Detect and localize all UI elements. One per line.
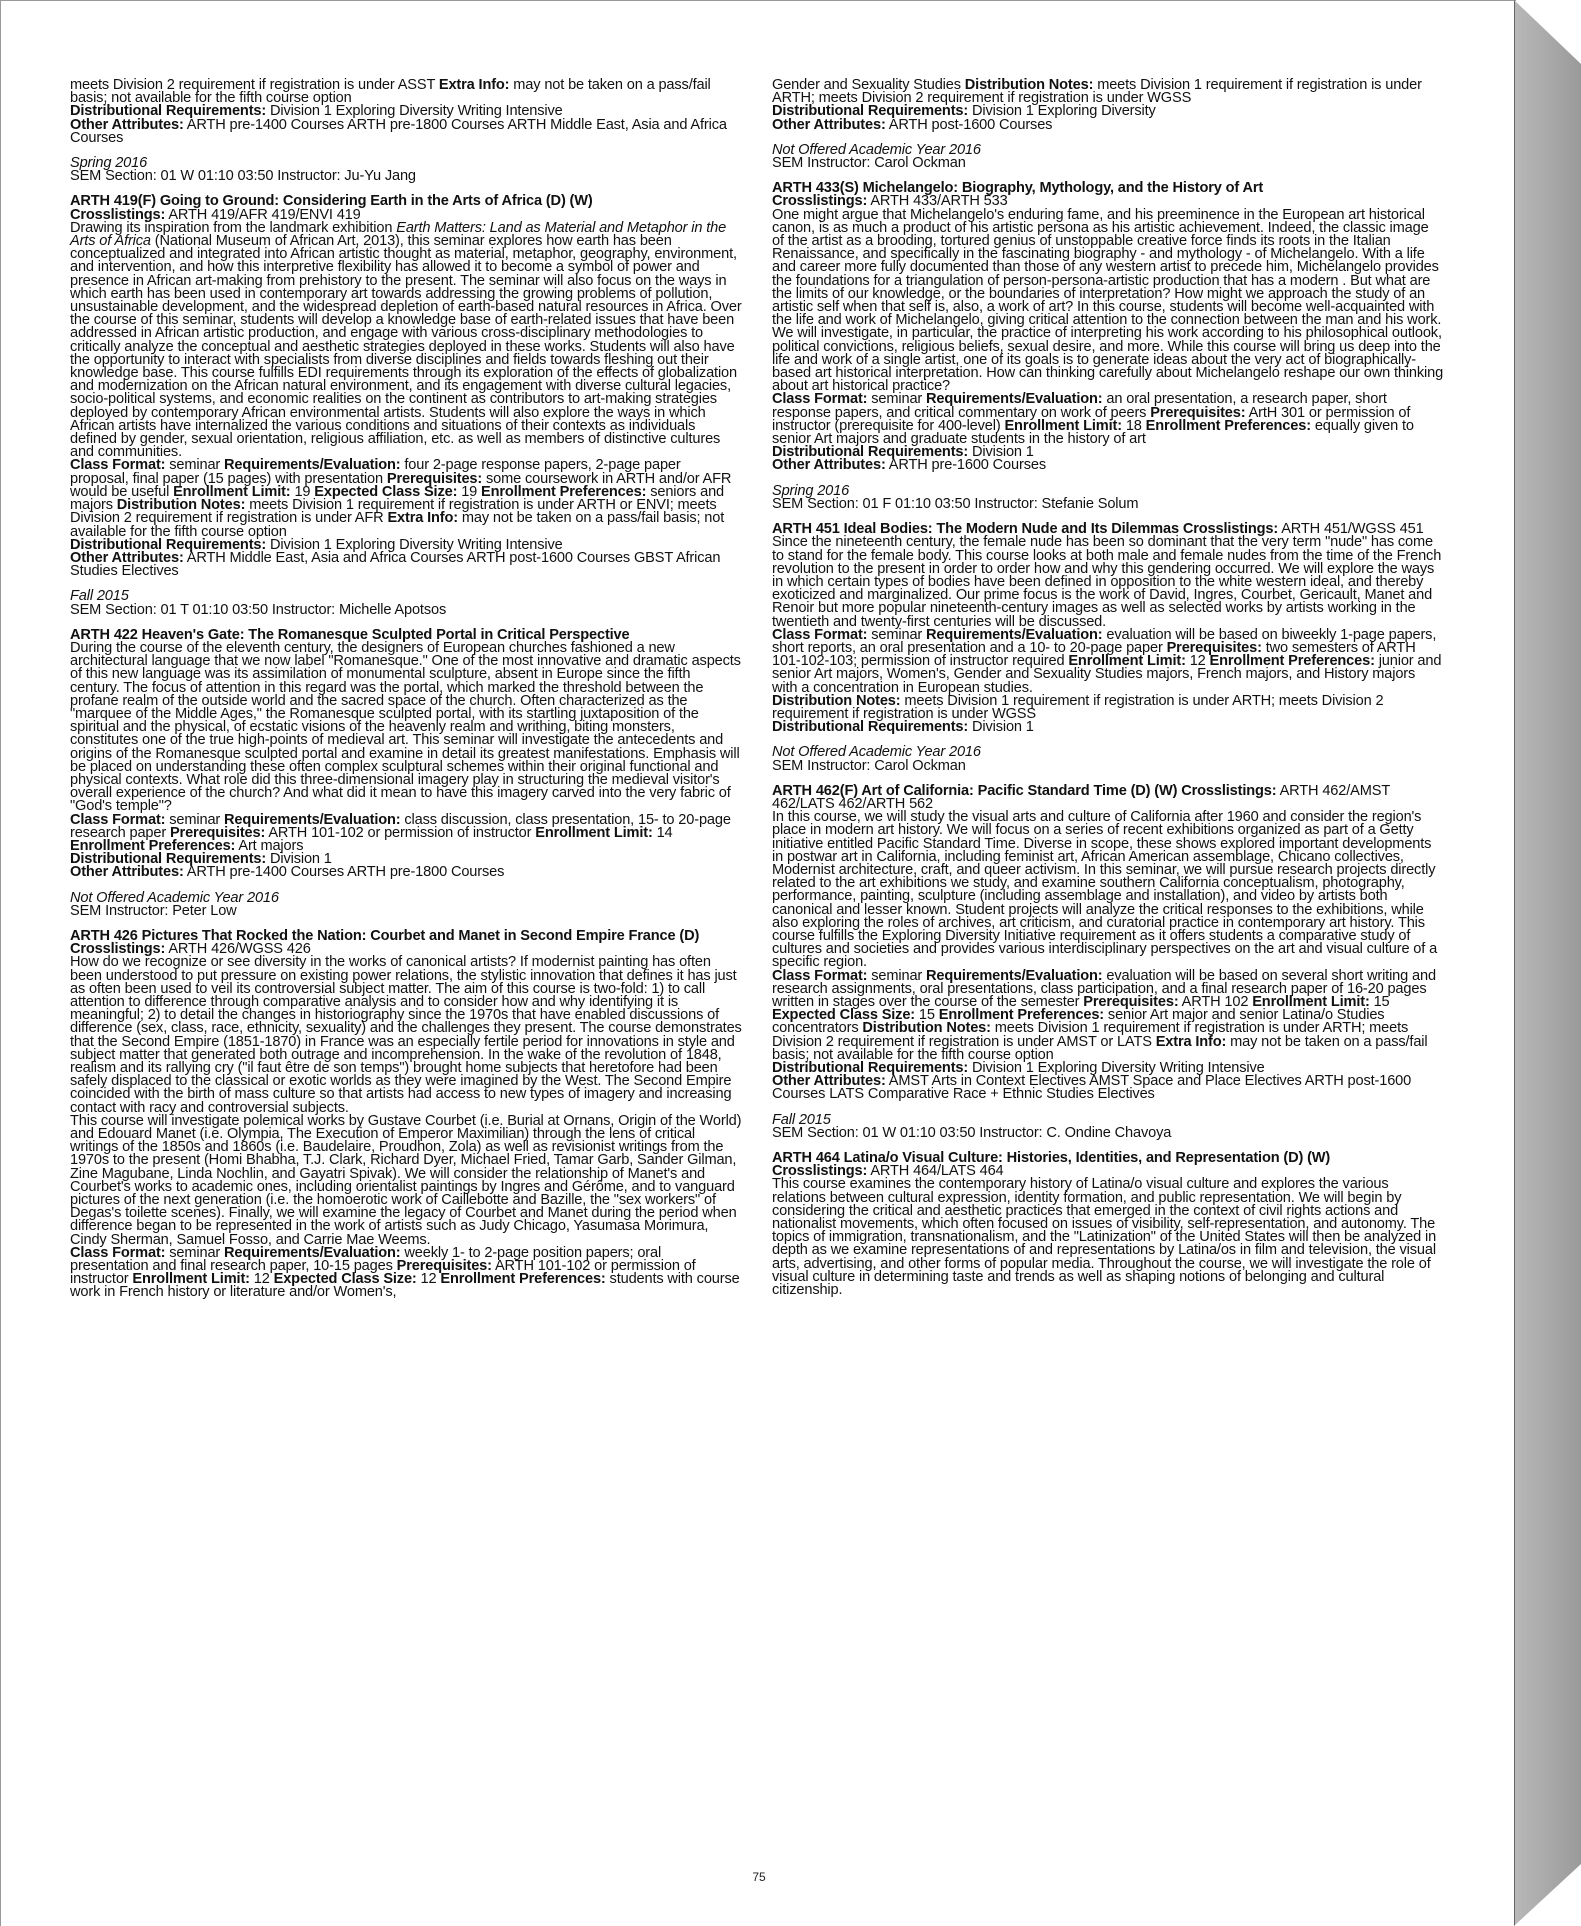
distributional-requirements: Division 1 Exploring Diversity Writing Intensive [270, 103, 563, 120]
enrollment-preferences: equally given to senior Art majors and graduate students in the history of art [772, 417, 1414, 448]
other-attributes-label: Other Attributes: [70, 116, 184, 133]
distributional-requirements: Division 1 Exploring Diversity Writing Intensive [270, 536, 563, 553]
distribution-notes: meets Division 1 requirement if registration is under ARTH; meets Division 2 requirement if registration is under WGSS [772, 77, 1422, 107]
course-description: During the course of the eleventh century, the designers of European churches fashioned a new architectural language that we now label "Romanesque." One of the most innovative and dramatic aspects of this new language was its assimilation of monumental sculpture, absent in Europe since the fifth century. The focus of attention in this regard was the portal, which marked the threshold between the profane realm of the outside world and the sacred space of the church. Often characterized as the "marquee of the Middle Ages," the Romanesque sculpted portal, with its startling juxtaposition of the spiritual and the physical, of ecstatic visions of the heavenly realm and writhing, biting monsters, constitutes one of the true high-points of medieval art. This seminar will investigate the antecedents and origins of the Romanesque sculpted portal and examine in detail its greatest manifestations. Emphasis will be placed on understanding these often complex sculptural schemes within their original functional and physical contexts. What role did this three-dimensional imagery play in structuring the medieval visitor's overall experience of the church? And what did it mean to have this imagery carved into the very fabric of "God's temple"? [70, 639, 741, 815]
term: Not Offered Academic Year 2016 [772, 141, 981, 158]
other-attributes: ARTH Middle East, Asia and Africa Courses ARTH post-1600 Courses GBST African Studies Electives [70, 549, 721, 580]
course-description [70, 219, 742, 461]
exhibition-title: Earth Matters: Land as Material and Metaphor in the Arts of Africa [70, 219, 727, 250]
distribution-notes-label: Distribution Notes: [116, 497, 246, 514]
crosslistings: ARTH 419/AFR 419/ENVI 419 [168, 206, 361, 223]
crosslistings-label: Crosslistings: [1182, 521, 1279, 538]
enrollment-limit: 12 [253, 1271, 270, 1288]
course-title: ARTH 426 Pictures That Rocked the Nation: Courbet and Manet in Second Empire France (D) [70, 927, 700, 944]
prerequisites: ARTH 101-102 or permission of instructor [268, 824, 532, 841]
section-info: SEM Section: 01 W 01:10 03:50 Instructor: Ju-Yu Jang [70, 168, 416, 185]
requirements-label: Requirements/Evaluation: [926, 967, 1103, 984]
course-entry-arth-419 [70, 195, 742, 616]
expected-class-size-label: Expected Class Size: [314, 483, 458, 500]
prerequisites: some coursework in ARTH and/or AFR would be useful [70, 470, 732, 500]
prerequisites-label: Prerequisites: [1083, 994, 1179, 1010]
prerequisites: ArtH 301 or permission of instructor (prerequisite for 400-level) [772, 404, 1411, 434]
course-description: In this course, we will study the visual arts and culture of California after 1960 and consider the region's place in modern art history. We will focus on a series of recent exhibitions organized as part of a Getty initiative entitled Pacific Standard Time. Diverse in scope, these shows explored important developments in postwar art in California, including feminist art, African American assemblage, Chicano collectives, Modernist architecture, craft, and queer activism. In this seminar, we will pursue research projects directly related to the art exhibitions we study, and examine southern California conceptualism, photography, performance, painting, sculpture (including assemblage and installation), and video by artists both canonical and lesser known. Student projects will analyze the critical responses to the exhibitions, while also exploring the roles of archives, art criticism, and curatorial practice in contemporary art history. This course fulfills the Exploring Diversity Initiative requirement as it offers students a comparative study of cultures and societies and provides various interdisciplinary perspectives on the art and visual culture of a specific region. [772, 809, 1438, 971]
prerequisites-label: Prerequisites: [396, 1258, 492, 1275]
page-edge-decoration [1514, 0, 1581, 1926]
description-text: Drawing its inspiration from the landmark exhibition [70, 219, 393, 236]
enrollment-preferences-label: Enrollment Preferences: [70, 837, 236, 854]
enrollment-preferences-label: Enrollment Preferences: [1145, 417, 1311, 434]
enrollment-limit-label: Enrollment Limit: [535, 824, 653, 841]
body-text: meets Division 2 requirement if registration is under ASST [70, 77, 435, 93]
prerequisites: two semesters of ARTH 101-102-103; permission of instructor required [772, 639, 1416, 670]
class-format: seminar [169, 457, 221, 474]
prerequisites: ARTH 102 [1181, 994, 1249, 1010]
expected-class-size-label: Expected Class Size: [772, 1007, 916, 1024]
distributional-requirements: Division 1 Exploring Diversity Writing Intensive [972, 1060, 1265, 1077]
right-column [772, 79, 1444, 1297]
enrollment-preferences: students with course work in French history or literature and/or Women's, [70, 1271, 740, 1301]
extra-info: may not be taken on a pass/fail basis; not available for the fifth course option [70, 510, 725, 540]
other-attributes: ARTH pre-1400 Courses ARTH pre-1800 Courses ARTH Middle East, Asia and Africa Courses [70, 116, 727, 146]
term: Spring 2016 [772, 482, 850, 499]
enrollment-limit: 19 [294, 483, 311, 500]
expected-class-size-label: Expected Class Size: [273, 1271, 417, 1288]
course-description: This course examines the contemporary history of Latina/o visual culture and explores the various relations between cultural expression, identity formation, and public representation. We will begin by considering the critical and aesthetic practices that emerged in the context of civil rights actions and nationalist movements, which often focused on issues of visibility, self-representation, and autonomy. The topics of immigration, transnationalism, and the "Latinization" of the United States will then be analyzed in depth as we examine representations of and representations by Latina/os in film and television, the visual arts, advertising, and other forms of popular media. Throughout the course, we will investigate the role of visual culture in determining taste and trends as well as shaping notions of belonging and cultural citizenship. [772, 1176, 1437, 1299]
other-attributes-label: Other Attributes: [772, 1073, 886, 1090]
section-info: SEM Instructor: Carol Ockman [772, 155, 966, 172]
class-format: seminar [169, 1244, 221, 1261]
crosslistings: ARTH 451/WGSS 451 [1281, 521, 1424, 538]
enrollment-limit: 15 [1373, 994, 1390, 1010]
course-title: ARTH 464 Latina/o Visual Culture: Histories, Identities, and Representation (D) (W) [772, 1150, 1331, 1167]
distributional-requirements-label: Distributional Requirements: [70, 103, 267, 120]
term: Fall 2015 [70, 588, 129, 605]
requirements: evaluation will be based on several short writing and research assignments, oral presentations, class participation, and a final research paper of 16-20 pages written in stages over the course of the semester [772, 967, 1436, 1010]
course-entry-arth-433 [772, 182, 1444, 511]
course-description: Since the nineteenth century, the female nude has been so dominant that the very term "nude" has come to stand for the female body. This course looks at both male and female nudes from the time of the French revolution to the present in order to order how and why this gendering occurred. We will explore the ways in which certain types of bodies have been defined in opposition to the white western ideal, and thereby exoticized and marginalized. Our prime focus is the work of David, Ingres, Courbet, Gericault, Manet and Renoir but more popular nineteenth-century images as well as selected works by artists working in the twentieth and twenty-first centuries will be discussed. [772, 534, 1442, 630]
enrollment-limit: 12 [1189, 653, 1206, 670]
enrollment-preferences: junior and senior Art majors, Women's, Gender and Sexuality Studies majors, French majors, and History majors with a concentration in European studies. [772, 653, 1442, 696]
requirements-label: Requirements/Evaluation: [926, 391, 1103, 408]
section-info: SEM Section: 01 W 01:10 03:50 Instructor: C. Ondine Chavoya [772, 1124, 1172, 1141]
section-info: SEM Instructor: Carol Ockman [772, 757, 966, 774]
enrollment-preferences: seniors and majors [70, 483, 725, 514]
description-text: (National Museum of African Art, 2013), this seminar explores how earth has been conceptualized and integrated into African artistic thought as material, metaphor, geography, environment, and intervention, and how this interpretive flexibility has allowed it to become a symbol of power and presence in African art-making from prehistory to the present. The seminar will also focus on the ways in which earth has been used in contemporary art towards addressing the growing problems of pollution, unsustainable development, and the widespread depletion of earth-based natural resources in Africa. Over the course of this seminar, students will develop a knowledge base of earth-related issues that have been addressed in African artistic production, and engage with various cross-disciplinary methodologies to critically analyze the conceptual and aesthetic strategies deployed in these works. Students will also have the opportunity to interact with specialists from diverse disciplines and fields towards fleshing out their knowledge base. This course fulfills EDI requirements through its exploration of the effects of globalization and modernization on the African natural environment, and its engagement with diverse cultural legacies, socio-political systems, and economic realities on the continent as contributors to art-making strategies deployed by contemporary African environmental artists. Students will also explore the ways in which African artists have internalized the various conditions and situations of their contexts as individuals defined by gender, sexual orientation, religious affiliation, etc. as well as members of distinctive cultures and communities. [70, 233, 742, 461]
other-attributes: ARTH post-1600 Courses [888, 116, 1053, 133]
distributional-requirements-label: Distributional Requirements: [772, 444, 969, 461]
enrollment-preferences: Art majors [238, 837, 304, 854]
distributional-requirements-label: Distributional Requirements: [772, 1060, 969, 1077]
course-title: ARTH 419(F) Going to Ground: Considering Earth in the Arts of Africa (D) (W) [70, 193, 593, 210]
other-attributes-label: Other Attributes: [70, 864, 184, 881]
page-number: 75 [752, 1870, 766, 1884]
expected-class-size: 15 [918, 1007, 935, 1024]
crosslistings-label: Crosslistings: [70, 941, 166, 958]
class-format-label: Class Format: [70, 811, 166, 828]
body-text: Gender and Sexuality Studies [772, 77, 961, 93]
expected-class-size: 12 [420, 1271, 437, 1288]
distribution-notes: meets Division 1 requirement if registration is under ARTH; meets Division 2 requirement if registration is under WGSS [772, 692, 1384, 722]
course-title: ARTH 422 Heaven's Gate: The Romanesque Sculpted Portal in Critical Perspective [70, 626, 630, 643]
extra-info-label: Extra Info: [438, 77, 510, 93]
course-title: ARTH 462(F) Art of California: Pacific Standard Time (D) (W) [772, 782, 1178, 799]
distributional-requirements-label: Distributional Requirements: [70, 851, 267, 868]
requirements-label: Requirements/Evaluation: [224, 811, 401, 828]
class-format-label: Class Format: [772, 967, 868, 984]
enrollment-preferences: senior Art major and senior Latina/o Studies concentrators [772, 1007, 1385, 1037]
enrollment-preferences-label: Enrollment Preferences: [440, 1271, 606, 1288]
crosslistings-label: Crosslistings: [772, 193, 868, 210]
extra-info-label: Extra Info: [387, 510, 458, 527]
class-format-label: Class Format: [70, 457, 166, 474]
requirements: class discussion, class presentation, 15- to 20-page research paper [70, 811, 731, 841]
course-entry-arth-451 [772, 523, 1444, 773]
course-title: ARTH 433(S) Michelangelo: Biography, Mythology, and the History of Art [772, 180, 1264, 197]
section-info: SEM Section: 01 F 01:10 03:50 Instructor: Stefanie Solum [772, 495, 1139, 512]
enrollment-limit: 14 [656, 824, 673, 841]
requirements: evaluation will be based on biweekly 1-page papers, short reports, an oral presentation and a 10- to 20-page paper [772, 626, 1437, 656]
crosslistings: ARTH 433/ARTH 533 [870, 193, 1008, 210]
crosslistings: ARTH 462/AMST 462/LATS 462/ARTH 562 [772, 782, 1390, 812]
class-format: seminar [871, 391, 923, 408]
distributional-requirements-label: Distributional Requirements: [70, 536, 267, 553]
class-format-label: Class Format: [772, 626, 868, 643]
distribution-notes-label: Distribution Notes: [862, 1020, 991, 1037]
enrollment-limit-label: Enrollment Limit: [132, 1271, 250, 1288]
expected-class-size: 19 [461, 483, 478, 500]
requirements: weekly 1- to 2-page position papers; oral presentation and final research paper, 10-15 pages [70, 1244, 662, 1275]
crosslistings-label: Crosslistings: [1181, 782, 1277, 799]
enrollment-preferences-label: Enrollment Preferences: [481, 483, 647, 500]
requirements-label: Requirements/Evaluation: [224, 1244, 401, 1261]
extra-info: may not be taken on a pass/fail basis; not available for the fifth course option [772, 1033, 1428, 1063]
course-description-continued: This course will investigate polemical works by Gustave Courbet (i.e. Burial at Ornans, Origin of the World) and Edouard Manet (i.e. Olympia, The Execution of Emperor Maximilian) through the lens of critical writings of the 1850s and 1860s (i.e. Baudelaire, Proudhon, Zola) as well as revisionist writings from the 1970s to the present (Homi Bhabha, T.J. Clark, Richard Dyer, Michael Fried, Tamar Garb, Sander Gilman, Zine Magubane, Linda Nochlin, and Gayatri Spivak). We will consider the relationship of Manet's and Courbet's works to academic ones, including orientalist paintings by Ingres and Gérôme, and to vanguard pictures of the next generation (i.e. the homoerotic work of Caillebotte and Bazille, the "sex workers" of Degas's toilette scenes). Finally, we will examine the legacy of Courbet and Manet during the period when difference began to be represented in the work of artists such as Judy Chicago, Yasumasa Morimura, Cindy Sherman, Samuel Fosso, and Carrie Mae Weems. [70, 1112, 742, 1248]
distributional-requirements: Division 1 [270, 851, 332, 868]
distribution-notes-label: Distribution Notes: [772, 692, 901, 709]
requirements: an oral presentation, a research paper, short response papers, and critical commentary on work of peers [772, 391, 1387, 421]
distributional-requirements-label: Distributional Requirements: [772, 103, 969, 120]
other-attributes-label: Other Attributes: [772, 116, 886, 133]
class-format: seminar [871, 967, 923, 984]
class-format: seminar [169, 811, 221, 828]
other-attributes: ARTH pre-1400 Courses ARTH pre-1800 Courses [186, 864, 505, 881]
other-attributes-label: Other Attributes: [70, 549, 184, 566]
extra-info-label: Extra Info: [1155, 1033, 1227, 1050]
left-column [70, 79, 742, 1300]
crosslistings: ARTH 464/LATS 464 [870, 1163, 1004, 1180]
other-attributes: AMST Arts in Context Electives AMST Space and Place Electives ARTH post-1600 Courses LATS Comparative Race + Ethnic Studies Electives [772, 1073, 1412, 1103]
enrollment-preferences-label: Enrollment Preferences: [938, 1007, 1105, 1024]
section-info: SEM Section: 01 T 01:10 03:50 Instructor: Michelle Apotsos [70, 601, 447, 618]
prerequisites: ARTH 101-102 or permission of instructor [70, 1258, 696, 1288]
requirements-label: Requirements/Evaluation: [224, 457, 401, 474]
term: Not Offered Academic Year 2016 [772, 744, 981, 761]
prerequisites-label: Prerequisites: [1150, 404, 1246, 421]
course-continuation-block [70, 79, 742, 183]
class-format-label: Class Format: [772, 391, 868, 408]
enrollment-preferences-label: Enrollment Preferences: [1209, 653, 1375, 670]
course-description: How do we recognize or see diversity in the works of canonical artists? If modernist painting has often been understood to put pressure on existing power relations, the stylistic innovation that defines it has just as often been used to veil its controversial subject matter. The aim of this course is two-fold: 1) to call attention to difference through comparative analysis and to consider how and why identifying it is meaningful; 2) to detail the changes in historiography since the 1970s that have enabled discussions of difference (sex, class, race, ethnicity, sexuality) and the challenges they present. The course demonstrates that the Second Empire (1851-1870) in France was an especially fertile period for innovations in style and subject matter that generated both outrage and incomprehension. In the wake of the revolution of 1848, realism and its rallying cry ("il faut être de son temps") brought home subjects that heretofore had been safely displaced to the classical or exotic worlds as they were imagined by the West. The Second Empire coincided with the birth of mass culture so that artists had access to new types of imagery and increasing contact with racy and controversial subjects. [70, 954, 742, 1116]
crosslistings: ARTH 426/WGSS 426 [168, 941, 311, 958]
distributional-requirements: Division 1 Exploring Diversity [972, 103, 1156, 120]
class-format-label: Class Format: [70, 1244, 166, 1261]
course-entry-arth-426 [70, 927, 742, 1301]
course-title: ARTH 451 Ideal Bodies: The Modern Nude and Its Dilemmas [772, 521, 1179, 538]
course-description: One might argue that Michelangelo's enduring fame, and his preeminence in the European art historical canon, is as much a product of his artistic persona as his artistic achievement. Indeed, the classic image of the artist as a brooding, tortured genius of unstoppable creative force finds its roots in the Italian Renaissance, and specifically in the fascinating biography - and mythology - of Michelangelo. With a life and career more fully documented than those of any western artist to precede him, Michelangelo provides the foundations for a triangulation of person-persona-artistic production that has a modern . But what are the limits of our knowledge, or the boundaries of interpretation? How might we approach the study of an artistic self when that self is, also, a work of art? In this course, students will become well-acquainted with the life and work of Michelangelo, giving critical attention to the connection between the man and his work. We will investigate, in particular, the practice of interpreting his work according to his philosophical outlook, political convictions, religious beliefs, sexual desire, and more. While this course will bring us deep into the life and work of a single artist, one of its goals is to generate ideas about the very act of biographically-based art historical interpretation. How can thinking carefully about Michelangelo reshape our own thinking about art historical practice? [772, 206, 1444, 395]
course-entry-arth-422 [70, 626, 742, 919]
distribution-notes: meets Division 1 requirement if registration is under ARTH or ENVI; meets Division 2 requirement if registration is under AFR [70, 497, 717, 527]
term: Not Offered Academic Year 2016 [70, 889, 279, 906]
term: Spring 2016 [70, 155, 148, 172]
requirements-label: Requirements/Evaluation: [926, 626, 1103, 643]
course-entry-arth-464 [772, 1152, 1444, 1297]
enrollment-limit: 18 [1125, 417, 1142, 434]
prerequisites-label: Prerequisites: [1166, 639, 1262, 656]
course-continuation-block [772, 79, 1444, 170]
distributional-requirements-label: Distributional Requirements: [772, 719, 969, 736]
enrollment-limit-label: Enrollment Limit: [1068, 653, 1186, 670]
enrollment-limit-label: Enrollment Limit: [1252, 994, 1370, 1010]
prerequisites-label: Prerequisites: [386, 470, 483, 487]
course-entry-arth-462 [772, 782, 1444, 1141]
distributional-requirements: Division 1 [972, 719, 1034, 736]
other-attributes: ARTH pre-1600 Courses [888, 457, 1046, 474]
distributional-requirements: Division 1 [972, 444, 1034, 461]
crosslistings-label: Crosslistings: [772, 1163, 868, 1180]
distribution-notes: meets Division 1 requirement if registration is under ARTH; meets Division 2 requirement if registration is under AMST or LATS [772, 1020, 1409, 1050]
class-format: seminar [871, 626, 923, 643]
distribution-notes-label: Distribution Notes: [964, 77, 1094, 93]
enrollment-limit-label: Enrollment Limit: [1004, 417, 1122, 434]
crosslistings-label: Crosslistings: [70, 206, 166, 223]
extra-info: may not be taken on a pass/fail basis; not available for the fifth course option [70, 77, 711, 107]
enrollment-limit-label: Enrollment Limit: [173, 483, 291, 500]
section-info: SEM Instructor: Peter Low [70, 902, 237, 919]
requirements: four 2-page response papers, 2-page paper proposal, final paper (15 pages) with presentation [70, 457, 681, 487]
other-attributes-label: Other Attributes: [772, 457, 886, 474]
term: Fall 2015 [772, 1111, 831, 1128]
prerequisites-label: Prerequisites: [169, 824, 266, 841]
